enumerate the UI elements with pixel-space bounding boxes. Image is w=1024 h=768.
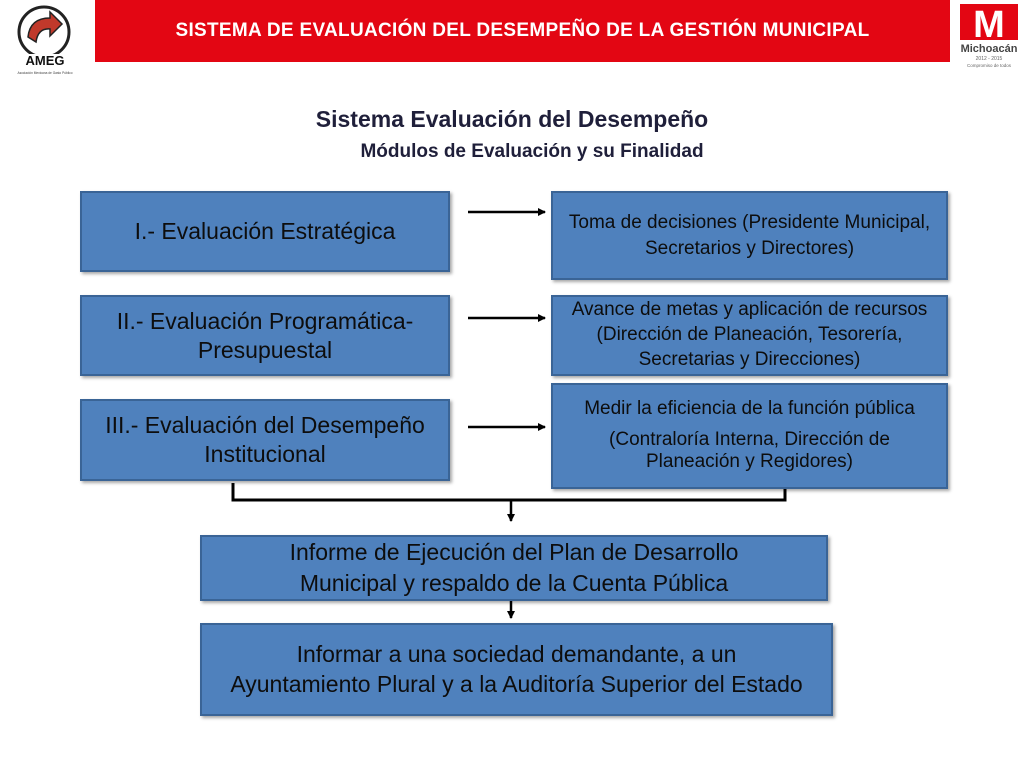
purpose-programmatic-box: [551, 295, 948, 376]
purpose-institutional-responsibles: (Contraloría Interna, Dirección de Planeación y Regidores): [609, 428, 890, 473]
michoacan-logo-letter: M: [973, 4, 1005, 46]
michoacan-logo-years: 2012 - 2015: [975, 56, 1003, 62]
purpose-strategic-text: Toma de decisiones (Presidente Municipal, Secretarios y Directores): [568, 211, 931, 259]
diagram-title: Sistema Evaluación del Desempeño: [315, 106, 709, 132]
module-programmatic-box: [80, 295, 450, 376]
module-strategic-label: I.- Evaluación Estratégica: [134, 218, 396, 245]
michoacan-logo-text: Michoacán: [960, 43, 1018, 55]
purpose-programmatic-text: Avance de metas y aplicación de recursos (Dirección de Planeación, Tesorería, Secretarias y Direcciones): [571, 299, 928, 370]
purpose-institutional-box: [551, 383, 948, 489]
inform-text: Informar a una sociedad demandante, a un Ayuntamiento Plural y a la Auditoría Superior del Estado: [230, 640, 803, 697]
report-box: [200, 535, 828, 601]
module-institutional-box: [80, 399, 450, 481]
ameg-logo-text: AMEG: [25, 53, 65, 68]
purpose-institutional-text: Medir la eficiencia de la función pública: [584, 397, 915, 419]
module-institutional-label: III.- Evaluación del Desempeño Institucional: [105, 412, 425, 467]
inform-box: [200, 623, 833, 716]
header-title: SISTEMA DE EVALUACIÓN DEL DESEMPEÑO DE LA GESTIÓN MUNICIPAL: [175, 20, 870, 41]
module-strategic-box: [80, 191, 450, 272]
diagram-subtitle: Módulos de Evaluación y su Finalidad: [360, 141, 704, 162]
report-text: Informe de Ejecución del Plan de Desarrollo Municipal y respaldo de la Cuenta Pública: [289, 538, 739, 596]
ameg-logo-subtext: Asociación Mexicana de Gasto Público: [17, 71, 73, 75]
module-programmatic-label: II.- Evaluación Programática-Presupuestal: [116, 307, 414, 363]
michoacan-logo-tagline: Compromiso de todos: [966, 63, 1012, 68]
purpose-strategic-box: [551, 191, 948, 280]
